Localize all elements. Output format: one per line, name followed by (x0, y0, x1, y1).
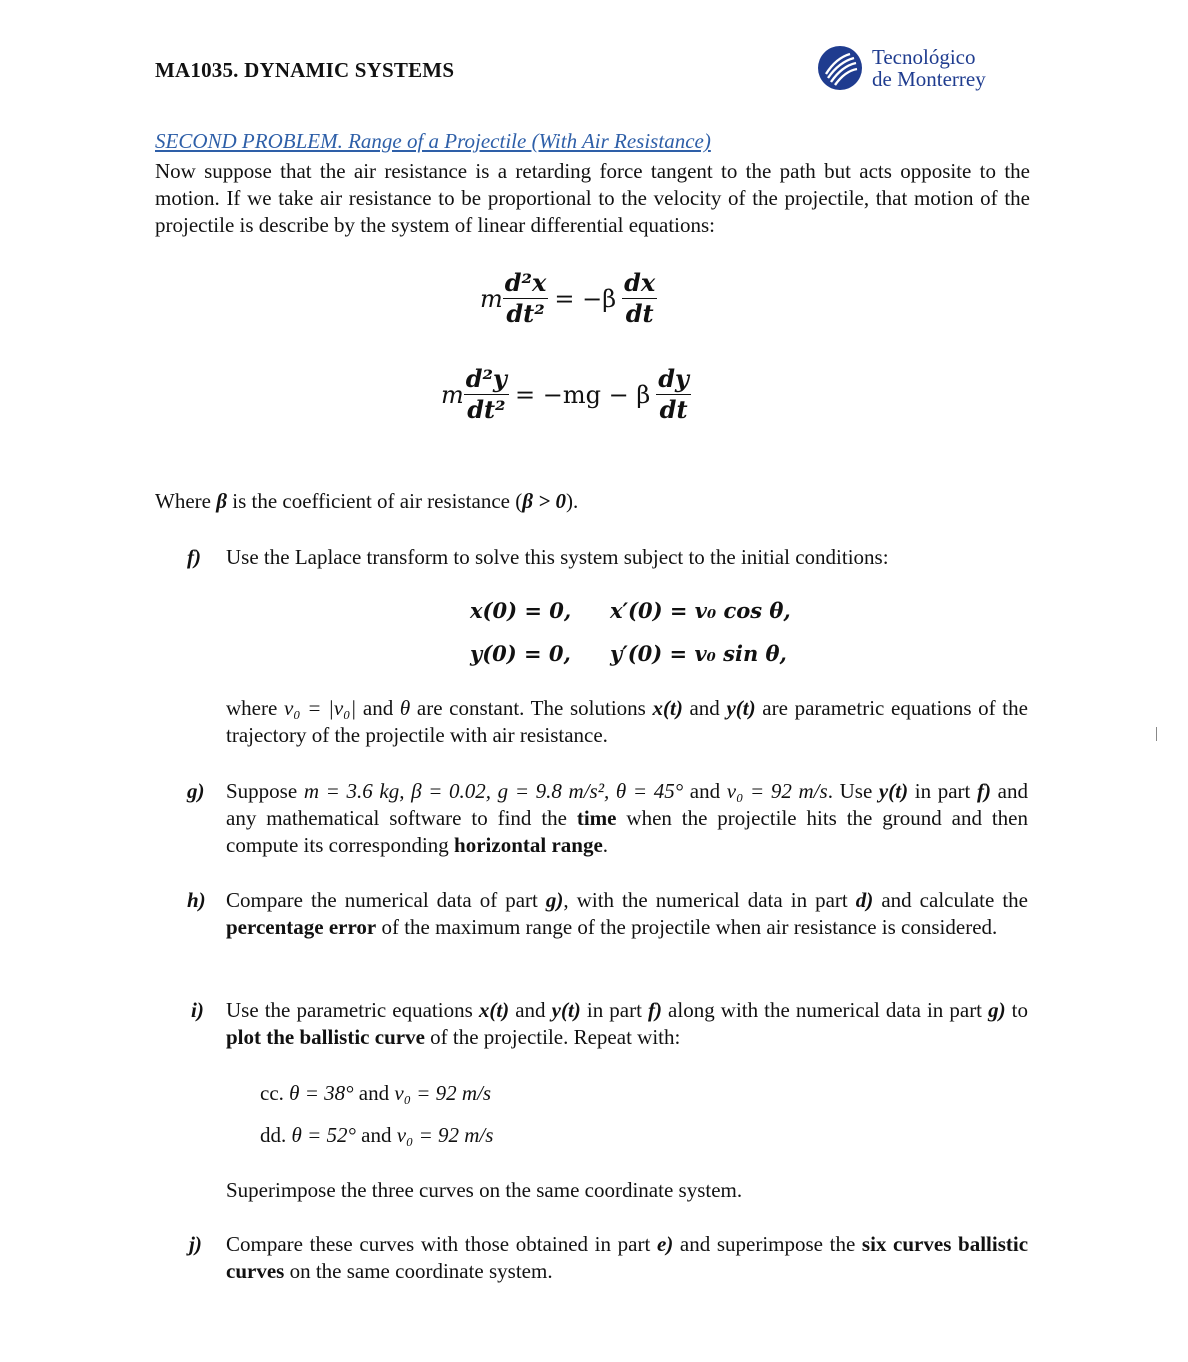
j-s4: on the same coordinate system. (284, 1259, 553, 1283)
i-s3: in part (580, 998, 648, 1022)
part-f-label: f) (187, 545, 201, 569)
g-s4: in part (908, 779, 978, 803)
initial-condition-yp (610, 641, 787, 666)
part-g-label: g) (187, 779, 205, 803)
h-s4: of the maximum range of the projectile when air resistance is considered. (376, 915, 998, 939)
eq1-lhs-fraction (503, 268, 549, 329)
h-ref2: d) (855, 888, 874, 912)
theta-symbol: θ (399, 696, 411, 720)
i-s1: Use the parametric equations (226, 998, 479, 1022)
g-time: time (576, 806, 617, 830)
intro-paragraph: Now suppose that the air resistance is a retarding force tangent to the path but acts opposite to the motion. If we take air resistance to be proportional to the velocity of the projectile, that motion of the projectile is describe by the system of linear differential equations: (155, 159, 1030, 237)
eq1-rhs-den: dt (625, 299, 654, 328)
g-s2: and (683, 779, 727, 803)
g-range: horizontal range (454, 833, 603, 857)
part-i-text (226, 997, 1028, 1051)
superimpose-text: Superimpose the three curves on the same coordinate system. (226, 1178, 743, 1202)
i-ref1: f) (647, 998, 662, 1022)
dd-v0: v₀ = 92 m/s (396, 1123, 494, 1147)
j-s2: and superimpose the (673, 1232, 862, 1256)
eq2-lhs-fraction (464, 364, 509, 425)
g-s6: when the projectile hits the ground and then compute its corresponding (226, 806, 1028, 857)
case-cc (260, 1080, 491, 1107)
section-title: SECOND PROBLEM. Range of a Projectile (With Air Resistance) (155, 129, 711, 153)
i-ref2: g) (988, 998, 1006, 1022)
eq1-rhs-num: dx (624, 268, 656, 297)
where-beta-mid: is the coefficient of air resistance ( (226, 489, 523, 513)
eq2-rhs-fraction (656, 364, 691, 425)
where-and: and (356, 696, 400, 720)
j-ref: e) (656, 1232, 674, 1256)
eq2-lhs-num: d²y (465, 364, 508, 393)
part-i-label: i) (191, 998, 204, 1022)
logo-line-2: de Monterrey (872, 67, 986, 91)
part-j-text (226, 1231, 1028, 1285)
i-s6: of the projectile. Repeat with: (424, 1025, 681, 1049)
part-g-text (226, 778, 1028, 859)
j-s1: Compare these curves with those obtained in part (226, 1232, 657, 1256)
margin-mark (1156, 727, 1157, 741)
h-s3: and calculate the (873, 888, 1028, 912)
where-beta-line (155, 488, 578, 515)
eq2-rhs-num: dy (658, 364, 689, 393)
where-and2: and (682, 696, 727, 720)
g-ref: f) (977, 779, 992, 803)
j-ballistic: ballistic curves (226, 1232, 1029, 1283)
i-yt: y(t) (551, 998, 581, 1022)
part-j-label: j) (189, 1232, 202, 1256)
initial-condition-y (470, 641, 571, 666)
ic-xp0: x′(0) = v₀ cos θ, (610, 598, 791, 623)
initial-condition-x (470, 598, 571, 623)
logo-text (872, 46, 986, 90)
i-s4: along with the numerical data in part (661, 998, 989, 1022)
cc-label: cc. (260, 1081, 290, 1105)
eq1-rhs-prefix: = −β (554, 284, 617, 313)
case-dd (260, 1122, 493, 1149)
h-s2: , with the numerical data in part (563, 888, 856, 912)
eq1-lhs-den: dt² (506, 299, 545, 328)
i-xt: x(t) (478, 998, 510, 1022)
institution-logo (816, 44, 1016, 100)
dd-label: dd. (260, 1123, 292, 1147)
part-f-where (226, 695, 1028, 749)
g-s7: . (602, 833, 609, 857)
course-title: MA1035. DYNAMIC SYSTEMS (155, 58, 455, 82)
cc-and: and (353, 1081, 395, 1105)
g-params: m = 3.6 kg, β = 0.02, g = 9.8 m/s², θ = 45° (303, 779, 684, 803)
initial-condition-xp (610, 598, 791, 623)
i-plot: plot the ballistic curve (226, 1025, 425, 1049)
eq1-coef: m (480, 284, 503, 313)
ic-y0: y(0) = 0, (470, 641, 571, 666)
where-mid: are constant. The solutions (410, 696, 653, 720)
xt-symbol: x(t) (652, 696, 683, 720)
cc-theta: θ = 38° (289, 1081, 354, 1105)
cc-v0: v₀ = 92 m/s (394, 1081, 492, 1105)
h-ref1: g) (545, 888, 564, 912)
part-h-label: h) (187, 888, 206, 912)
eq1-rhs-fraction (622, 268, 657, 329)
i-s5: to (1005, 998, 1028, 1022)
equation-x (480, 268, 657, 329)
where-beta-pre: Where (155, 489, 217, 513)
logo-line-1: Tecnológico (872, 45, 976, 69)
eq2-rhs-den: dt (659, 395, 688, 424)
ic-yp0: y′(0) = v₀ sin θ, (610, 641, 787, 666)
g-s1: Suppose (226, 779, 304, 803)
v0-def: v₀ = |v₀| (283, 696, 357, 720)
g-s5: and any mathematical software to find the (226, 779, 1029, 830)
where-post: are parametric equations of the trajectory of the projectile with air resistance. (226, 696, 1028, 747)
dd-and: and (355, 1123, 397, 1147)
equation-y (441, 364, 691, 425)
yt-symbol: y(t) (726, 696, 756, 720)
where-pre: where (226, 696, 284, 720)
part-h-text (226, 887, 1028, 941)
g-s3: . Use (827, 779, 879, 803)
eq2-coef: m (441, 380, 464, 409)
eq2-rhs-prefix: = −mg − β (515, 380, 651, 409)
eq1-lhs-num: d²x (504, 268, 547, 297)
h-percentage-error: percentage error (226, 915, 377, 939)
logo-mark-icon (816, 44, 864, 92)
dd-theta: θ = 52° (291, 1123, 356, 1147)
beta-condition: β > 0 (522, 489, 566, 513)
beta-symbol: β (216, 489, 227, 513)
where-beta-post: ). (565, 489, 579, 513)
h-s1: Compare the numerical data of part (226, 888, 546, 912)
i-s2: and (509, 998, 552, 1022)
j-six-curves: six curves (861, 1232, 952, 1256)
ic-x0: x(0) = 0, (470, 598, 572, 623)
part-f-text: Use the Laplace transform to solve this system subject to the initial conditions: (226, 545, 889, 569)
g-yt: y(t) (878, 779, 909, 803)
eq2-lhs-den: dt² (467, 395, 506, 424)
g-v0: v₀ = 92 m/s (726, 779, 828, 803)
